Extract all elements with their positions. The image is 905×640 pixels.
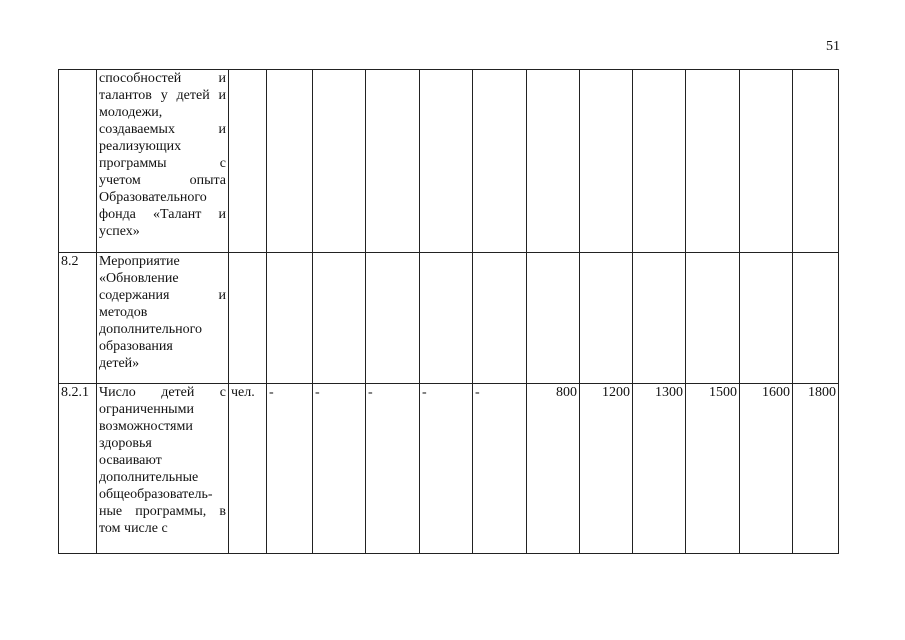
- value-cell: [580, 253, 633, 384]
- row-number-cell: 8.2.1: [59, 384, 97, 554]
- value-cell: [633, 253, 686, 384]
- description-line: дополнительные: [99, 470, 199, 485]
- description-line: фонда «Талант и: [99, 207, 226, 222]
- description-line: содержания и: [99, 288, 226, 303]
- value-cell: [267, 70, 313, 253]
- row-number-cell: 8.2: [59, 253, 97, 384]
- description-line: образования: [99, 339, 173, 354]
- description-line: способностей и: [99, 71, 226, 86]
- value-cell: [527, 70, 580, 253]
- value-cell: 1600: [740, 384, 793, 554]
- value-cell: [740, 70, 793, 253]
- value-cell: [793, 253, 839, 384]
- description-line: Мероприятие: [99, 254, 180, 269]
- description-line: ограниченными: [99, 402, 194, 417]
- value-cell: [580, 70, 633, 253]
- value-cell: [686, 70, 740, 253]
- value-cell: 1800: [793, 384, 839, 554]
- description-line: талантов у детей и: [99, 88, 226, 103]
- unit-cell: [229, 253, 267, 384]
- description-line: «Обновление: [99, 271, 179, 286]
- description-cell: [97, 384, 229, 554]
- indicators-table: [58, 69, 839, 554]
- value-cell: 800: [527, 384, 580, 554]
- unit-cell: [229, 70, 267, 253]
- page-number: 51: [826, 39, 840, 54]
- unit-cell: чел.: [229, 384, 267, 554]
- value-cell: -: [420, 384, 473, 554]
- value-cell: [793, 70, 839, 253]
- value-cell: [740, 253, 793, 384]
- description-line: учетом опыта: [99, 173, 226, 188]
- description-line: возможностями: [99, 419, 193, 434]
- description-cell: [97, 70, 229, 253]
- value-cell: [313, 70, 366, 253]
- description-line: Число детей с: [99, 385, 226, 400]
- description-line: создаваемых и: [99, 122, 226, 137]
- value-cell: 1500: [686, 384, 740, 554]
- table-row: [59, 384, 839, 554]
- table-row: [59, 253, 839, 384]
- description-cell: [97, 253, 229, 384]
- value-cell: [267, 253, 313, 384]
- value-cell: [633, 70, 686, 253]
- value-cell: -: [313, 384, 366, 554]
- description-line: дополнительного: [99, 322, 202, 337]
- description-line: детей»: [99, 356, 140, 371]
- description-line: методов: [99, 305, 148, 320]
- value-cell: [313, 253, 366, 384]
- value-cell: -: [267, 384, 313, 554]
- value-cell: [473, 253, 527, 384]
- description-line: Образовательного: [99, 190, 207, 205]
- value-cell: [686, 253, 740, 384]
- value-cell: [420, 253, 473, 384]
- value-cell: [420, 70, 473, 253]
- value-cell: [527, 253, 580, 384]
- value-cell: [473, 70, 527, 253]
- description-line: успех»: [99, 224, 140, 239]
- value-cell: 1200: [580, 384, 633, 554]
- value-cell: [366, 253, 420, 384]
- value-cell: 1300: [633, 384, 686, 554]
- value-cell: -: [366, 384, 420, 554]
- row-number-cell: [59, 70, 97, 253]
- table-row: [59, 70, 839, 253]
- value-cell: -: [473, 384, 527, 554]
- description-line: программы с: [99, 156, 226, 171]
- description-line: ные программы, в: [99, 504, 226, 519]
- description-line: осваивают: [99, 453, 162, 468]
- description-line: молодежи,: [99, 105, 163, 120]
- description-line: том числе с: [99, 521, 168, 536]
- value-cell: [366, 70, 420, 253]
- description-line: реализующих: [99, 139, 182, 154]
- description-line: общеобразователь-: [99, 487, 213, 502]
- description-line: здоровья: [99, 436, 152, 451]
